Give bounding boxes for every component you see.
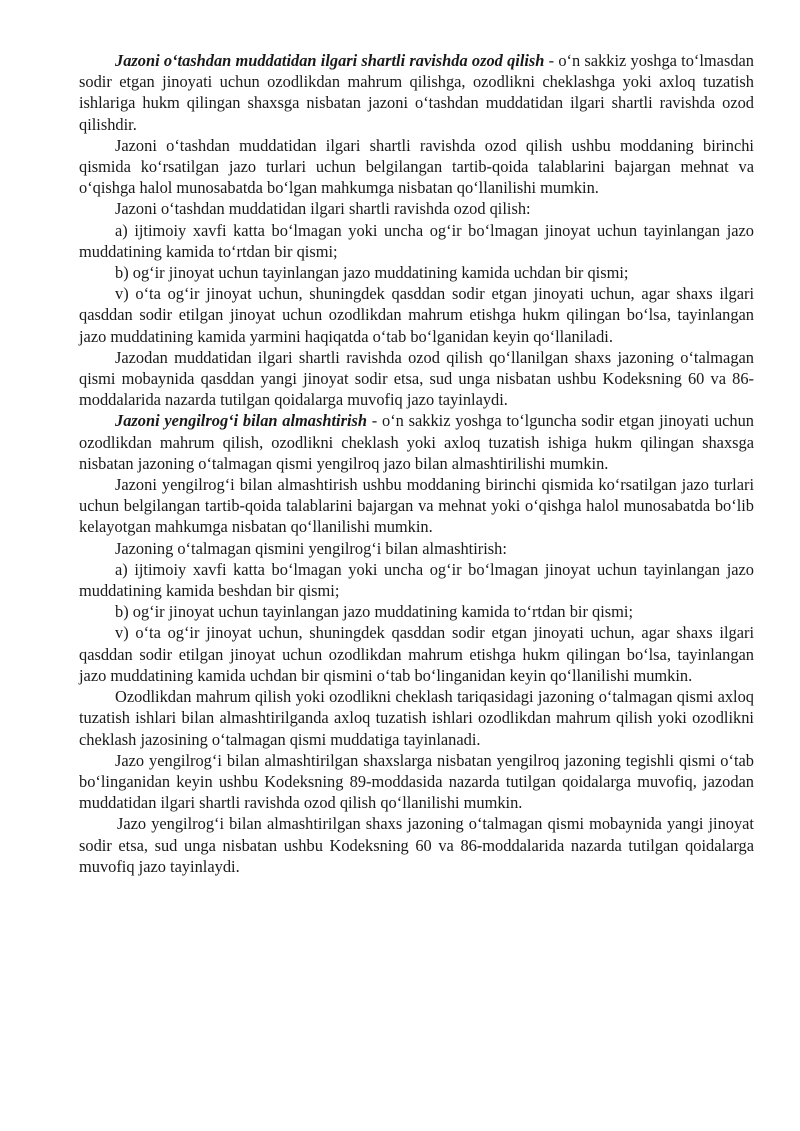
list-item-commutation-v xyxy=(79,622,754,686)
list-item-commutation-b xyxy=(79,601,754,622)
paragraph-text: Jazo yengilrog‘i bilan almashtirilgan shaxslarga nisbatan yengilroq jazoning tegishli qismi o‘tab bo‘linganidan keyin ushbu Kodeksning 89-moddasida nazarda tutilgan qoidalarga muvofiq, jazodan muddatidan ilgari shartli ravishda ozod qilish qo‘llanilishi mumkin. xyxy=(79,750,754,813)
document-page xyxy=(79,50,754,877)
paragraph-text: b) og‘ir jinoyat uchun tayinlangan jazo muddatining kamida uchdan bir qismi; xyxy=(115,263,629,283)
paragraph-commutation-new-crime xyxy=(79,813,754,877)
paragraph-text: a) ijtimoiy xavfi katta bo‘lmagan yoki uncha og‘ir bo‘lmagan jinoyat uchun tayinlangan jazo muddatining kamida to‘rtdan bir qismi; xyxy=(79,220,754,261)
paragraph-text: a) ijtimoiy xavfi katta bo‘lmagan yoki uncha og‘ir bo‘lmagan jinoyat uchun tayinlangan jazo muddatining kamida beshdan bir qismi; xyxy=(79,559,754,601)
list-item-parole-a xyxy=(79,220,754,262)
paragraph-text: Jazoni o‘tashdan muddatidan ilgari shartli ravishda ozod qilish: xyxy=(115,199,531,219)
paragraph-text: - o‘n sakkiz yoshga to‘lmasdan sodir etgan jinoyati uchun ozodlikdan mahrum qilishga, ozodlikni cheklashga yoki axloq tuzatish ishlariga hukm qilingan shaxsga nisbatan jazoni o‘tashdan muddatidan ilgari shartli ravishda ozod qilishdir. xyxy=(79,51,754,134)
paragraph-parole-new-crime xyxy=(79,347,754,411)
term-commutation: Jazoni yengilrog‘i bilan almashtirish xyxy=(115,411,368,431)
paragraph-text: v) o‘ta og‘ir jinoyat uchun, shuningdek qasddan sodir etgan jinoyati uchun, agar shaxs ilgari qasddan sodir etilgan jinoyat uchun ozodlikdan mahrum etishga hukm qilingan bo‘lsa, tayinlangan jazo muddatining kamida uchdan bir qismini o‘tab bo‘linganidan keyin qo‘llanilishi mumkin. xyxy=(79,623,754,685)
paragraph-commutation-parole xyxy=(79,750,754,814)
paragraph-definition-parole xyxy=(79,50,754,135)
paragraph-text: b) og‘ir jinoyat uchun tayinlangan jazo muddatining kamida to‘rtdan bir qismi; xyxy=(115,602,634,622)
list-item-commutation-a xyxy=(79,559,754,601)
paragraph-text: - o‘n sakkiz yoshga to‘lguncha sodir etgan jinoyati uchun ozodlikdan mahrum qilish, ozodlikni cheklash yoki axloq tuzatish ishiga hukm qilingan shaxsga nisbatan jazoning o‘talmagan qismi yengilroq jazo bilan almashtirilishi mumkin. xyxy=(79,411,754,473)
paragraph-commutation-intro xyxy=(79,538,754,559)
paragraph-correctional-labour xyxy=(79,686,754,750)
paragraph-text: Ozodlikdan mahrum qilish yoki ozodlikni cheklash tariqasidagi jazoning o‘talmagan qismi axloq tuzatish ishlari bilan almashtirilganda axloq tuzatish ishlari ozodlikdan mahrum qilish yoki ozodlikni cheklash jazosining o‘talmagan qismi muddatiga tayinlanadi. xyxy=(79,687,754,749)
paragraph-commutation-conditions xyxy=(79,474,754,538)
list-item-parole-b xyxy=(79,262,754,283)
paragraph-text: Jazoni o‘tashdan muddatidan ilgari shartli ravishda ozod qilish ushbu moddaning birinchi qismida ko‘rsatilgan jazo turlari uchun belgilangan tartib-qoida talablarini bajargan mehnat va o‘qishga halol munosabatda bo‘lgan mahkumga nisbatan qo‘llanilishi mumkin. xyxy=(79,135,754,198)
paragraph-parole-intro xyxy=(79,198,754,219)
paragraph-text: Jazoning o‘talmagan qismini yengilrog‘i bilan almashtirish: xyxy=(115,538,507,558)
paragraph-text: v) o‘ta og‘ir jinoyat uchun, shuningdek qasddan sodir etgan jinoyati uchun, agar shaxs ilgari qasddan sodir etilgan jinoyat uchun ozodlikdan mahrum etishga hukm qilingan bo‘lsa, tayinlangan jazo muddatining kamida yarmini haqiqatda o‘tab bo‘lganidan keyin qo‘llaniladi. xyxy=(79,284,754,346)
list-item-parole-v xyxy=(79,283,754,347)
term-parole: Jazoni o‘tashdan muddatidan ilgari shartli ravishda ozod qilish xyxy=(115,51,545,70)
paragraph-text: Jazoni yengilrog‘i bilan almashtirish ushbu moddaning birinchi qismida ko‘rsatilgan jazo turlari uchun belgilangan tartib-qoida talablarini bajargan va mehnat yoki o‘qishga halol munosabatda bo‘lib kelayotgan mahkumga nisbatan qo‘llanilishi mumkin. xyxy=(79,475,754,537)
paragraph-definition-commutation xyxy=(79,410,754,474)
paragraph-text: Jazodan muddatidan ilgari shartli ravishda ozod qilish qo‘llanilgan shaxs jazoning o‘talmagan qismi mobaynida qasddan yangi jinoyat sodir etsa, sud unga nisbatan ushbu Kodeksning 60 va 86-moddalarida nazarda tutilgan qoidalarga muvofiq jazo tayinlaydi. xyxy=(79,347,754,410)
paragraph-text: Jazo yengilrog‘i bilan almashtirilgan shaxs jazoning o‘talmagan qismi mobaynida yangi jinoyat sodir etsa, sud unga nisbatan ushbu Kodeksning 60 va 86-moddalarida nazarda tutilgan qoidalarga muvofiq jazo tayinlaydi. xyxy=(79,814,754,876)
paragraph-parole-conditions xyxy=(79,135,754,199)
